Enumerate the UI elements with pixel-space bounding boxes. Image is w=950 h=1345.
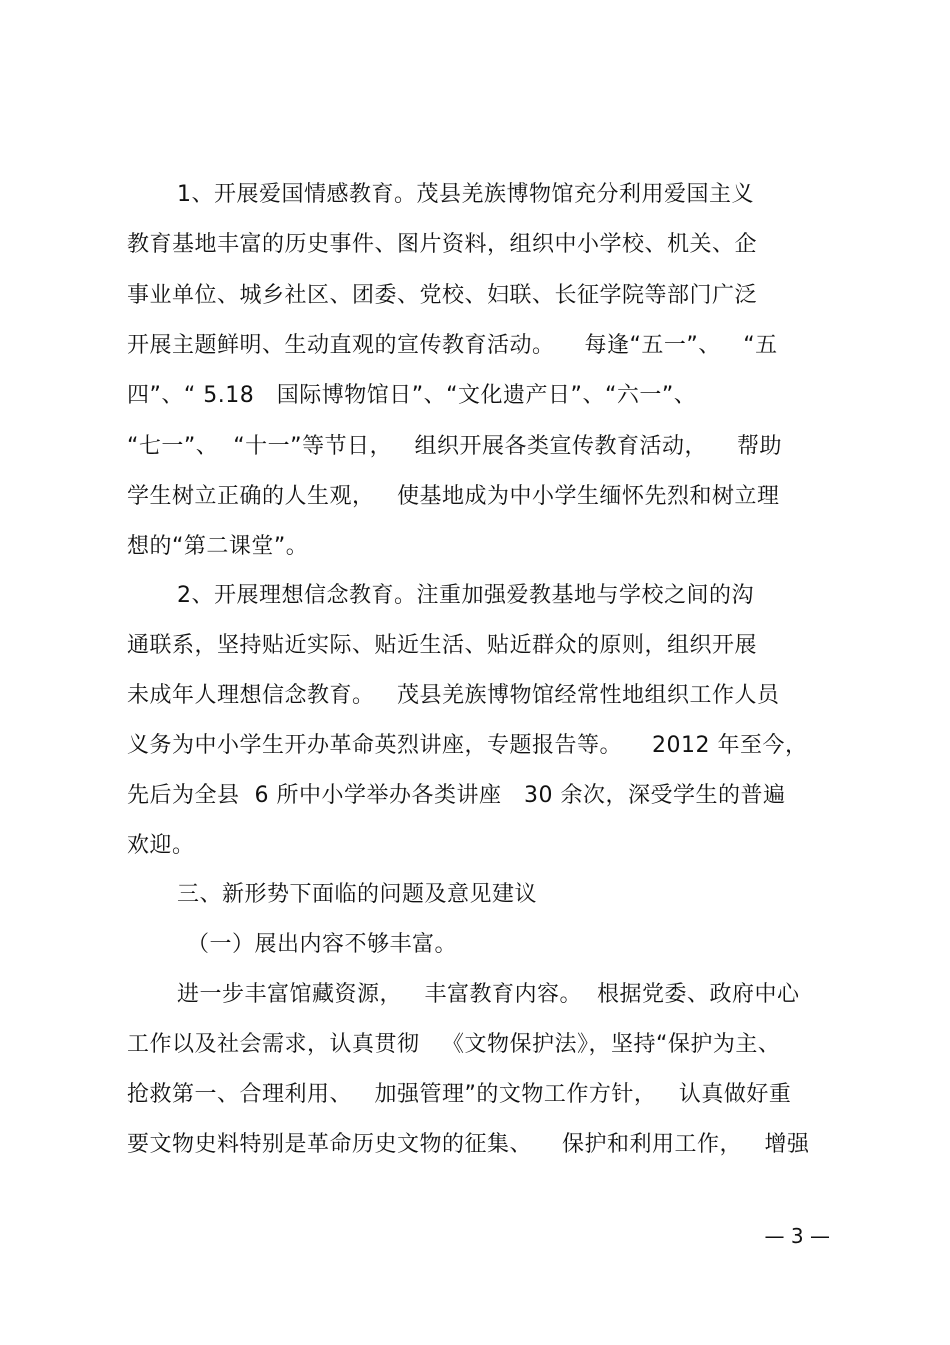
paragraph-line: 开展主题鲜明、生动直观的宣传教育活动。 每逢“五一”、 “五 (127, 333, 778, 358)
paragraph-line: 抢救第一、合理利用、 加强管理”的文物工作方针， 认真做好重 (127, 1082, 792, 1107)
paragraph-line: 四”、“ 5.18 国际博物馆日”、“文化遗产日”、“六一”、 (127, 383, 697, 408)
paragraph-line: 要文物史料特别是革命历史文物的征集、 保护和利用工作， 增强 (127, 1132, 810, 1157)
paragraph-line: 事业单位、城乡社区、团委、党校、妇联、长征学院等部门广泛 (127, 283, 758, 308)
paragraph-line: 教育基地丰富的历史事件、图片资料，组织中小学校、机关、企 (127, 232, 758, 257)
paragraph-line: 进一步丰富馆藏资源， 丰富教育内容。 根据党委、政府中心 (177, 982, 800, 1007)
paragraph-line: 先后为全县 6 所中小学举办各类讲座 30 余次，深受学生的普遍 (127, 783, 786, 808)
paragraph-line: “七一”、 “十一”等节日， 组织开展各类宣传教育活动， 帮助 (127, 434, 783, 459)
paragraph-line: 学生树立正确的人生观， 使基地成为中小学生缅怀先烈和树立理 (127, 484, 780, 509)
paragraph-line: 义务为中小学生开办革命英烈讲座，专题报告等。 2012 年至今， (127, 733, 808, 758)
section-heading: 三、新形势下面临的问题及意见建议 (177, 882, 538, 907)
paragraph-line: 未成年人理想信念教育。 茂县羌族博物馆经常性地组织工作人员 (127, 683, 780, 708)
paragraph-line: 通联系，坚持贴近实际、贴近生活、贴近群众的原则，组织开展 (127, 633, 758, 658)
page-number: — 3 — (764, 1224, 830, 1248)
paragraph-line: 工作以及社会需求，认真贯彻 《文物保护法》，坚持“保护为主、 (127, 1032, 781, 1057)
paragraph-line: 2、开展理想信念教育。注重加强爱教基地与学校之间的沟 (177, 583, 754, 608)
paragraph-line: 欢迎。 (127, 833, 195, 858)
paragraph-line: 1、开展爱国情感教育。茂县羌族博物馆充分利用爱国主义 (177, 182, 754, 207)
subsection-heading: （一）展出内容不够丰富。 (187, 932, 458, 957)
paragraph-line: 想的“第二课堂”。 (127, 534, 309, 559)
